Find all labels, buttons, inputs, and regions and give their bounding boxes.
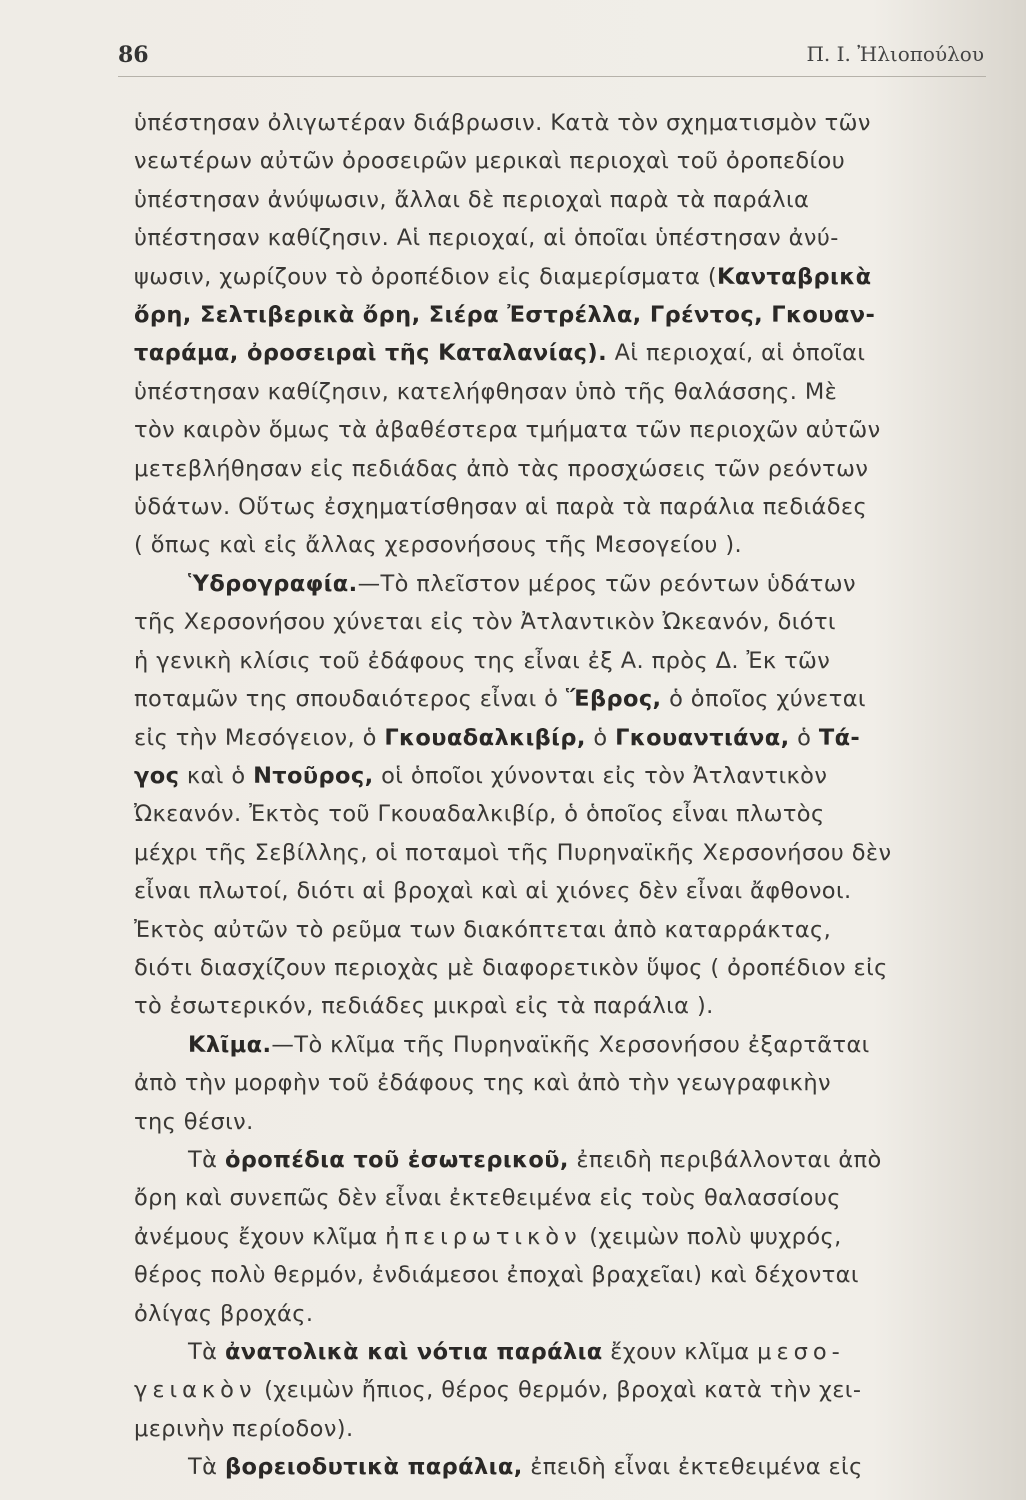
bold-term: Ἕβρος, [565, 686, 662, 713]
text-line [134, 1141, 994, 1179]
text-run: ὑπέστησαν ἀνύψωσιν, ἄλλαι δὲ περιοχαὶ παρὰ τὰ παράλια [134, 186, 810, 213]
text-line [134, 526, 994, 564]
text-run: (χειμὼν πολὺ ψυχρός, [581, 1223, 842, 1250]
text-line [134, 104, 994, 142]
bold-term: ἀνατολικὰ καὶ νότια παράλια [224, 1339, 603, 1365]
text-run: τῆς Χερσονήσου χύνεται εἰς τὸν Ἀτλαντικὸν Ὠκεανόν, διότι [134, 609, 836, 636]
page-number: 86 [118, 42, 149, 68]
text-line [134, 219, 994, 257]
text-run: ἀνέμους ἔχουν κλῖμα [134, 1223, 386, 1250]
running-head: Π. Ι. Ἠλιοπούλου [806, 42, 984, 66]
text-run: ὄρη καὶ συνεπῶς δὲν εἶναι ἐκτεθειμένα εἰς τοὺς θαλασσίους [134, 1185, 841, 1212]
text-run: διότι διασχίζουν περιοχὰς μὲ διαφορετικὸν ὕψος ( ὀροπέδιον εἰς [134, 954, 888, 981]
text-run: ἡ γενικὴ κλίσις τοῦ ἐδάφους της εἶναι ἐξ Α. πρὸς Δ. Ἐκ τῶν [134, 647, 831, 674]
spaced-term: ἠπειρωτικὸν [385, 1223, 582, 1250]
bold-term: ταράμα, ὀροσειραὶ τῆς Καταλανίας). [134, 340, 608, 367]
text-run: ἐπειδὴ περιβάλλονται ἀπὸ [568, 1146, 882, 1173]
text-line [134, 1103, 994, 1141]
text-line [134, 911, 994, 949]
text-run: μετεβλήθησαν εἰς πεδιάδας ἀπὸ τὰς προσχώσεις τῶν ρεόντων [134, 455, 869, 482]
text-run: τὸ ἐσωτερικόν, πεδιάδες μικραὶ εἰς τὰ παράλια ). [134, 993, 714, 1020]
text-line [134, 1179, 994, 1217]
text-run: ὑδάτων. Οὕτως ἐσχηματίσθησαν αἱ παρὰ τὰ παράλια πεδιάδες [134, 494, 868, 521]
text-run: ὁ [585, 724, 616, 751]
text-run: καὶ ὁ [179, 762, 254, 789]
text-line [134, 565, 994, 603]
text-line [134, 1333, 994, 1371]
text-line [134, 450, 994, 488]
text-run: Τὰ [188, 1454, 225, 1481]
bold-term: Κλῖμα. [188, 1031, 272, 1058]
text-run: της θέσιν. [134, 1108, 254, 1135]
text-run: ὑπέστησαν καθίζησιν, κατελήφθησαν ὑπὸ τῆς θαλάσσης. Μὲ [134, 378, 838, 405]
text-line [134, 1410, 994, 1448]
text-run: ὑπέστησαν καθίζησιν. Αἱ περιοχαί, αἱ ὁποῖαι ὑπέστησαν ἀνύ- [134, 225, 839, 252]
text-line [134, 719, 994, 757]
text-run: ἀπὸ τὴν μορφὴν τοῦ ἐδάφους της καὶ ἀπὸ τὴν γεωγραφικὴν [134, 1070, 831, 1097]
text-line [134, 296, 994, 334]
text-run: μερινὴν περίοδον). [134, 1415, 354, 1442]
text-line [134, 1218, 994, 1256]
text-line [134, 488, 994, 526]
spaced-term: μεσο- [757, 1339, 845, 1365]
text-run: θέρος πολὺ θερμόν, ἐνδιάμεσοι ἐποχαὶ βραχεῖαι) καὶ δέχονται [134, 1262, 859, 1289]
bold-term: Ὑδρογραφία. [188, 570, 358, 597]
text-run: ὁ ὁποῖος χύνεται [661, 686, 866, 713]
text-run: ὁ [789, 724, 819, 751]
text-line [134, 334, 994, 372]
text-run: τὸν καιρὸν ὅμως τὰ ἀβαθέστερα τμήματα τῶν περιοχῶν αὐτῶν [134, 417, 881, 444]
text-run: Τὰ [188, 1146, 225, 1173]
text-line [134, 373, 994, 411]
text-run: εἶναι πλωτοί, διότι αἱ βροχαὶ καὶ αἱ χιόνες δὲν εἶναι ἄφθονοι. [134, 878, 852, 905]
bold-term: Γκουαδαλκιβίρ, [384, 724, 586, 751]
text-run: μέχρι τῆς Σεβίλλης, οἱ ποταμοὶ τῆς Πυρηναϊκῆς Χερσονήσου δὲν [134, 839, 892, 866]
text-line [134, 142, 994, 180]
text-line [134, 757, 994, 795]
text-run: Ἐκτὸς αὐτῶν τὸ ρεῦμα των διακόπτεται ἀπὸ καταρράκτας, [134, 916, 832, 943]
text-run: ὀλίγας βροχάς. [134, 1300, 314, 1327]
text-run: Αἱ περιοχαί, αἱ ὁποῖαι [607, 340, 866, 367]
text-line [134, 603, 994, 641]
bold-term: ὀροπέδια τοῦ ἐσωτερικοῦ, [224, 1146, 569, 1173]
header-rule [118, 76, 986, 77]
bold-term: βορειοδυτικὰ παράλια, [224, 1454, 523, 1481]
bold-term: Ντοῦρος, [253, 762, 374, 789]
text-line [134, 680, 994, 718]
body-text [134, 104, 994, 1487]
text-line [134, 1026, 994, 1064]
text-run: νεωτέρων αὐτῶν ὀροσειρῶν μερικαὶ περιοχαὶ τοῦ ὀροπεδίου [134, 148, 846, 175]
text-run: —Τὸ κλῖμα τῆς Πυρηναϊκῆς Χερσονήσου ἐξαρτᾶται [271, 1031, 870, 1058]
text-line [134, 949, 994, 987]
text-line [134, 411, 994, 449]
text-line [134, 872, 994, 910]
text-run: —Τὸ πλεῖστον μέρος τῶν ρεόντων ὑδάτων [357, 570, 856, 597]
bold-term: Κανταβρικὰ [717, 263, 872, 290]
text-run: ὑπέστησαν ὀλιγωτέραν διάβρωσιν. Κατὰ τὸν σχηματισμὸν τῶν [134, 110, 871, 136]
text-line [134, 1295, 994, 1333]
text-run: ἔχουν κλῖμα [602, 1339, 758, 1365]
text-run: Ὠκεανόν. Ἐκτὸς τοῦ Γκουαδαλκιβίρ, ὁ ὁποῖος εἶναι πλωτὸς [134, 801, 825, 828]
bold-term: ὄρη, Σελτιβερικὰ ὄρη, Σιέρα Ἐστρέλλα, Γρέντος, Γκουαν- [134, 302, 876, 329]
bold-term: Γκουαντιάνα, [615, 724, 790, 751]
spaced-term: γειακὸν [134, 1377, 257, 1404]
text-line [134, 987, 994, 1025]
bold-term: Τά- [818, 724, 861, 751]
text-run: εἰς τὴν Μεσόγειον, ὁ [134, 724, 385, 751]
text-line [134, 795, 994, 833]
text-line [134, 258, 994, 296]
text-line [134, 1256, 994, 1294]
text-run: ποταμῶν της σπουδαιότερος εἶναι ὁ [134, 686, 566, 713]
text-line [134, 642, 994, 680]
text-line [134, 181, 994, 219]
bold-term: γος [134, 762, 180, 789]
text-line [134, 1371, 994, 1409]
text-line [134, 1448, 994, 1486]
text-line [134, 1064, 994, 1102]
text-run: ψωσιν, χωρίζουν τὸ ὀροπέδιον εἰς διαμερίσματα ( [134, 263, 717, 290]
text-line [134, 834, 994, 872]
text-run: (χειμὼν ἤπιος, θέρος θερμόν, βροχαὶ κατὰ τὴν χει- [256, 1377, 862, 1404]
text-run: ἐπειδὴ εἶναι ἐκτεθειμένα εἰς [522, 1454, 863, 1481]
text-run: ( ὅπως καὶ εἰς ἄλλας χερσονήσους τῆς Μεσογείου ). [134, 532, 743, 559]
text-run: οἱ ὁποῖοι χύνονται εἰς τὸν Ἀτλαντικὸν [373, 762, 828, 789]
text-run: Τὰ [188, 1339, 225, 1365]
